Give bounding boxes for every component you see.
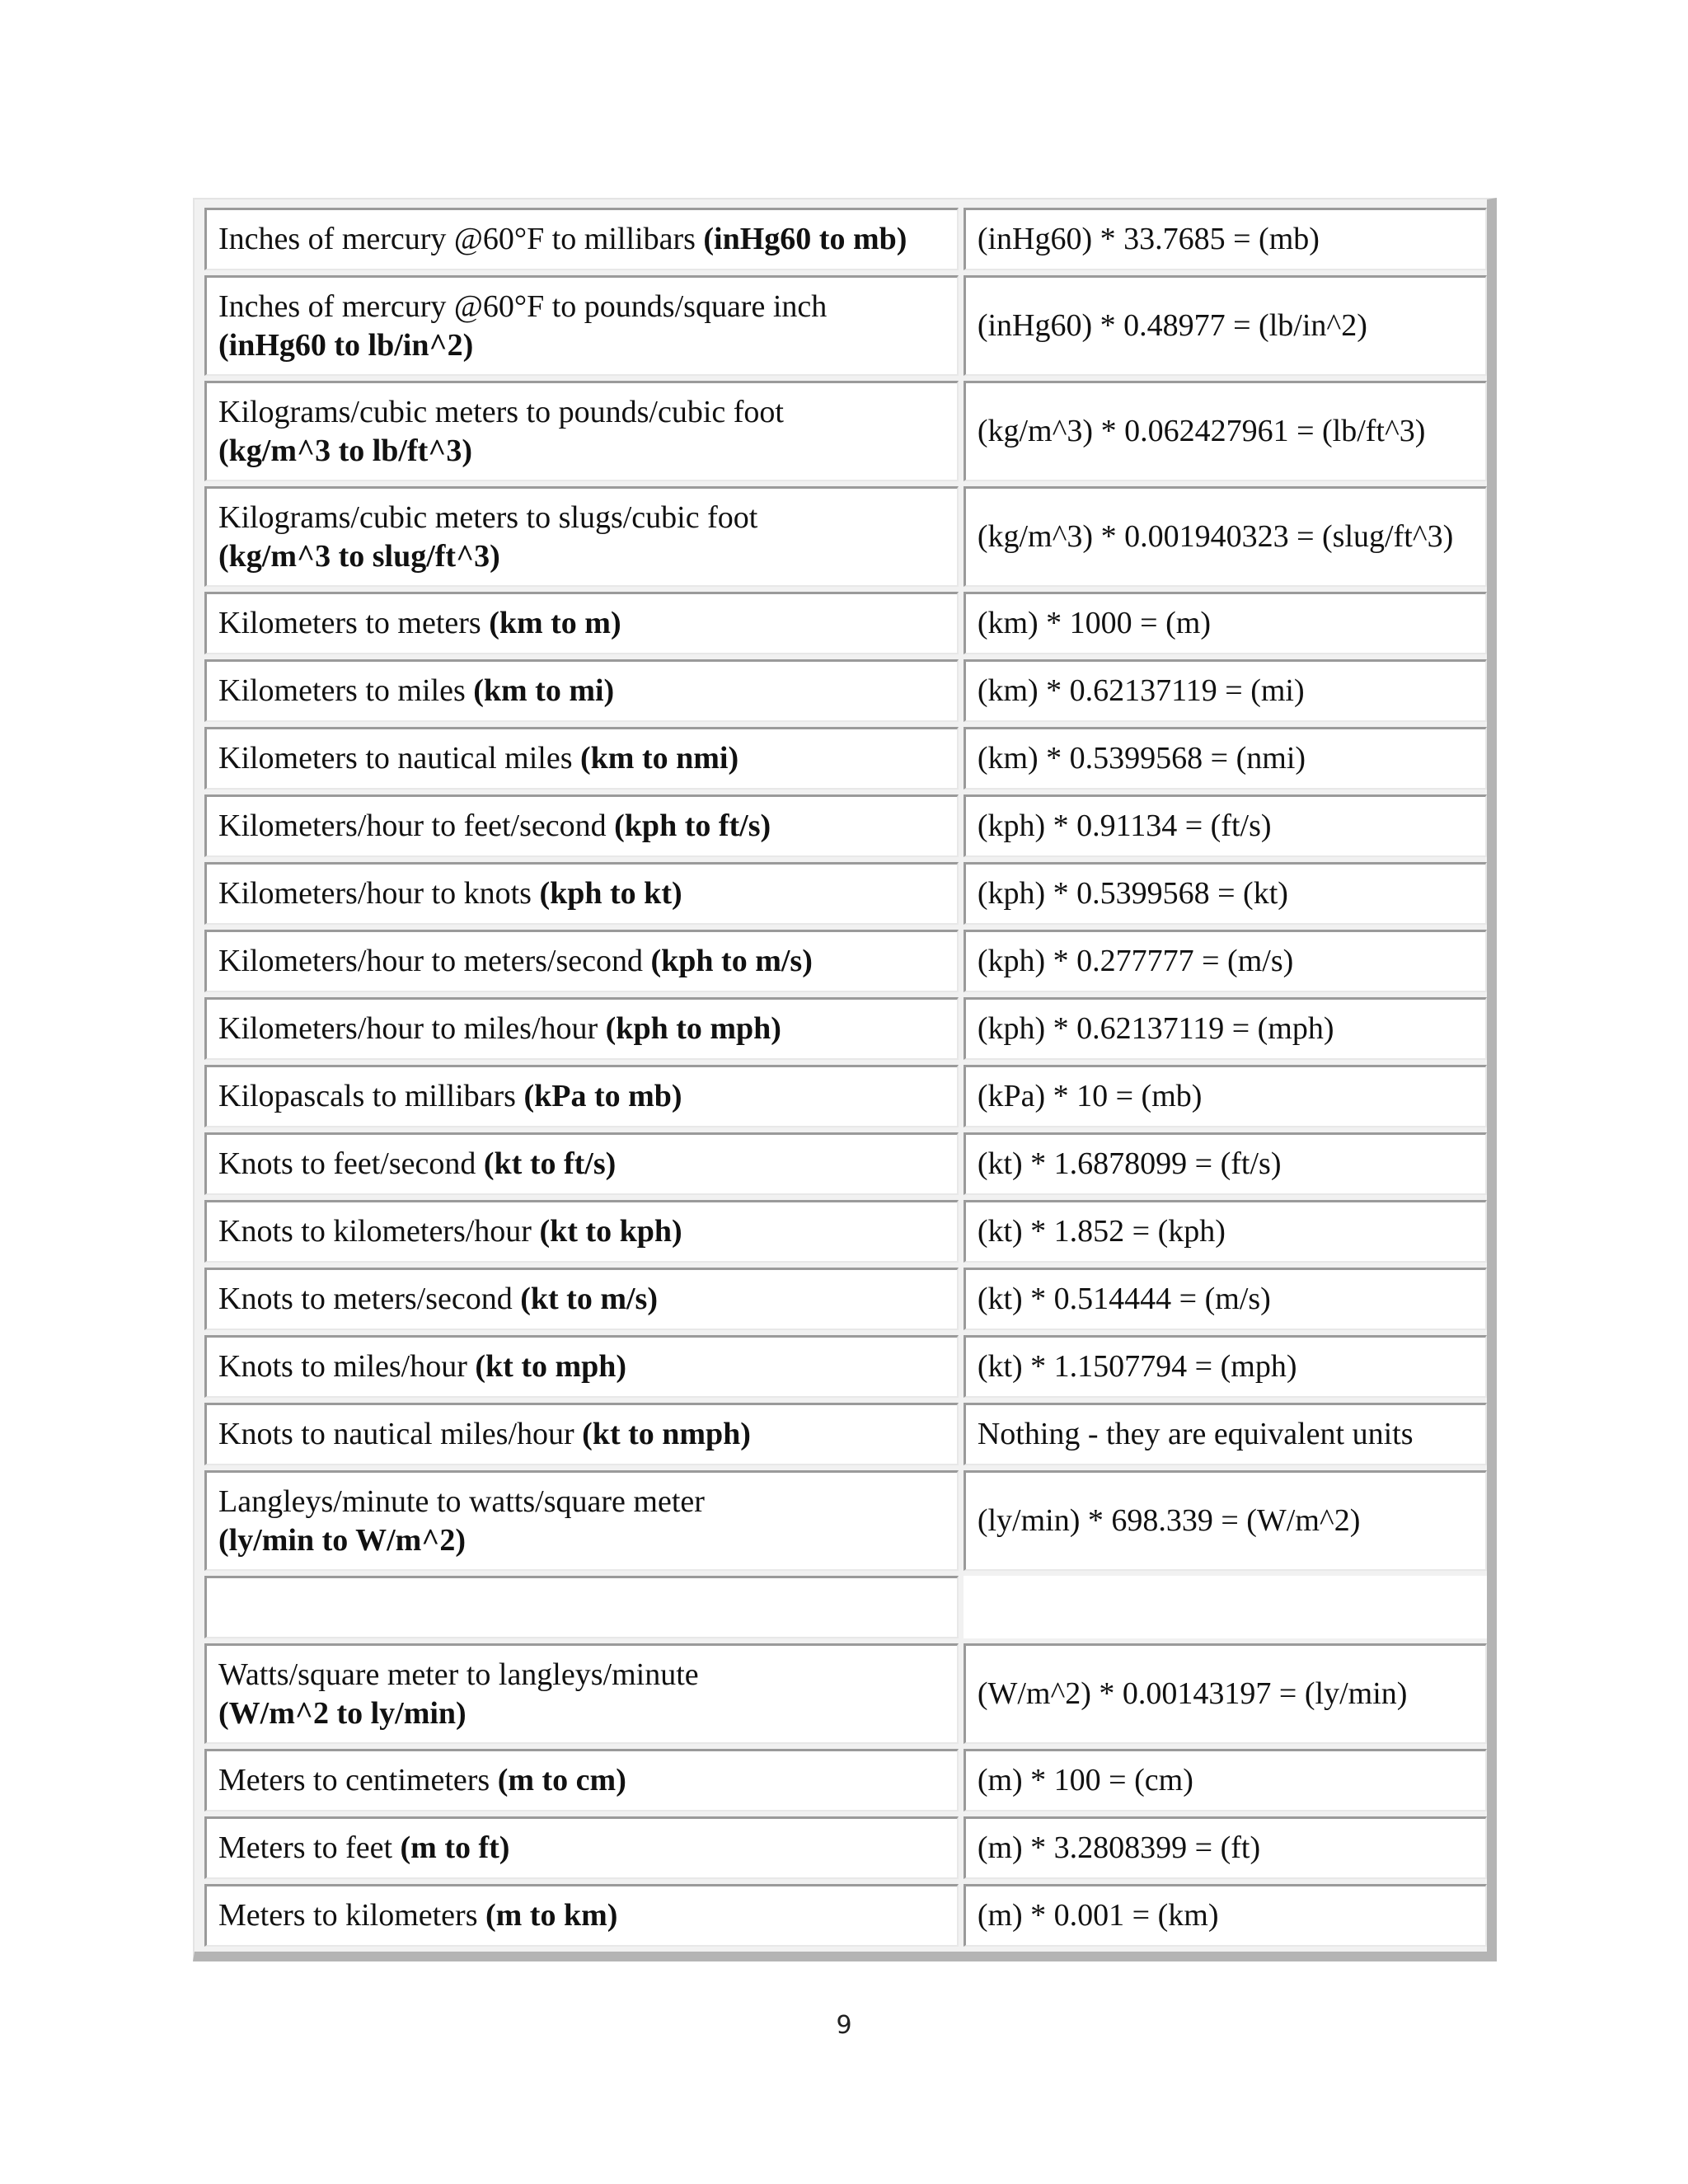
conversion-table: [193, 198, 1497, 1961]
conversion-abbreviation: (kt to ft/s): [483, 1146, 617, 1181]
conversion-formula-cell: [964, 1065, 1487, 1127]
table-row: [204, 381, 1487, 481]
conversion-formula: (kph) * 0.62137119 = (mph): [977, 1011, 1334, 1046]
conversion-formula-cell: [964, 727, 1487, 790]
conversion-label: Meters to kilometers: [218, 1898, 485, 1933]
conversion-abbreviation-line: [218, 432, 945, 471]
conversion-formula: (inHg60) * 0.48977 = (lb/in^2): [977, 308, 1367, 343]
conversion-label: Knots to feet/second: [218, 1146, 484, 1181]
conversion-abbreviation: (W/m^2 to ly/min): [218, 1695, 467, 1731]
conversion-formula: (kph) * 0.5399568 = (kt): [977, 876, 1288, 911]
conversion-abbreviation: (km to nmi): [580, 741, 739, 776]
conversion-name-cell: [204, 794, 959, 857]
conversion-name: [218, 874, 945, 913]
conversion-name-cell: [204, 997, 959, 1060]
conversion-abbreviation: (m to km): [485, 1898, 618, 1933]
conversion-label: Kilograms/cubic meters to slugs/cubic foot: [218, 499, 758, 535]
table-row: [204, 930, 1487, 992]
conversion-label: Knots to kilometers/hour: [218, 1214, 540, 1249]
conversion-formula-cell: [964, 592, 1487, 654]
conversion-name-cell: [204, 1884, 959, 1947]
conversion-abbreviation: (kg/m^3 to lb/ft^3): [218, 433, 473, 468]
conversion-abbreviation: (m to cm): [497, 1763, 626, 1797]
conversion-formula: (m) * 3.2808399 = (ft): [977, 1830, 1261, 1865]
conversion-name: [218, 1347, 945, 1386]
table-row: [204, 1403, 1487, 1465]
conversion-name: [218, 672, 945, 710]
conversion-name-cell: [204, 1200, 959, 1263]
conversion-abbreviation: (kph to ft/s): [614, 808, 771, 843]
table-row: [204, 1576, 1487, 1638]
conversion-name: [218, 1483, 945, 1521]
conversion-formula: Nothing - they are equivalent units: [977, 1417, 1414, 1451]
conversion-formula: (W/m^2) * 0.00143197 = (ly/min): [977, 1676, 1408, 1711]
table-row: [204, 1816, 1487, 1879]
conversion-abbreviation: (kt to m/s): [520, 1282, 658, 1316]
conversion-abbreviation: (kg/m^3 to slug/ft^3): [218, 538, 500, 574]
conversion-name: [218, 288, 945, 326]
conversion-name-cell: [204, 1816, 959, 1879]
table-row: [204, 1749, 1487, 1811]
conversion-abbreviation: (kPa to mb): [523, 1079, 682, 1113]
conversion-label: Kilometers to miles: [218, 673, 474, 708]
conversion-name: [218, 1415, 945, 1454]
conversion-label: Kilometers to nautical miles: [218, 741, 581, 776]
conversion-abbreviation: (inHg60 to lb/in^2): [218, 327, 474, 363]
page-number: 9: [836, 2011, 852, 2040]
table-row: [204, 275, 1487, 376]
conversion-formula-cell: [964, 486, 1487, 587]
table-row: [204, 997, 1487, 1060]
conversion-label: Meters to feet: [218, 1830, 401, 1865]
conversion-formula: (km) * 1000 = (m): [977, 606, 1211, 640]
conversion-label: Kilograms/cubic meters to pounds/cubic foot: [218, 394, 784, 429]
conversion-abbreviation: (kph to m/s): [650, 944, 813, 978]
conversion-name: [218, 1656, 945, 1694]
conversion-name: [218, 1145, 945, 1183]
conversion-label: Kilopascals to millibars: [218, 1079, 524, 1113]
conversion-formula: (ly/min) * 698.339 = (W/m^2): [977, 1503, 1361, 1538]
table-row: [204, 659, 1487, 722]
conversion-formula-cell: [964, 1643, 1487, 1744]
conversion-formula-cell: [964, 997, 1487, 1060]
conversion-name-cell: [204, 727, 959, 790]
conversion-formula-cell: [964, 1816, 1487, 1879]
conversion-abbreviation: (kph to mph): [605, 1011, 781, 1046]
conversion-formula: (m) * 100 = (cm): [977, 1763, 1193, 1797]
conversion-label: Watts/square meter to langleys/minute: [218, 1657, 699, 1692]
conversion-name-cell: [204, 1470, 959, 1571]
conversion-formula-cell: [964, 1268, 1487, 1330]
conversion-formula-cell: [964, 1132, 1487, 1195]
conversion-abbreviation: (km to mi): [473, 673, 615, 708]
conversion-name-cell: [204, 1065, 959, 1127]
conversion-name: [218, 1010, 945, 1048]
conversion-formula: (km) * 0.62137119 = (mi): [977, 673, 1305, 708]
table-row: [204, 1200, 1487, 1263]
conversion-name-cell: [204, 1749, 959, 1811]
conversion-name: [218, 942, 945, 981]
conversion-formula-cell: [964, 1749, 1487, 1811]
table-row: [204, 1268, 1487, 1330]
conversion-label: Knots to nautical miles/hour: [218, 1417, 583, 1451]
table-row: [204, 862, 1487, 925]
conversion-formula-cell: [964, 1200, 1487, 1263]
conversion-abbreviation-line: [218, 537, 945, 576]
conversion-formula-cell: [964, 1403, 1487, 1465]
conversion-abbreviation-line: [218, 1694, 945, 1733]
conversion-formula-cell: [964, 794, 1487, 857]
table-row: [204, 1132, 1487, 1195]
table-row: [204, 1884, 1487, 1947]
conversion-formula-cell: [964, 275, 1487, 376]
conversion-label: Kilometers/hour to knots: [218, 876, 540, 911]
conversion-formula-cell: [964, 1576, 1487, 1638]
conversion-name-cell: [204, 275, 959, 376]
conversion-name: [218, 1829, 945, 1868]
conversion-name-cell: [204, 208, 959, 270]
conversion-abbreviation-line: [218, 326, 945, 365]
conversion-label: Knots to meters/second: [218, 1282, 521, 1316]
conversion-abbreviation: (inHg60 to mb): [703, 222, 907, 256]
conversion-formula-cell: [964, 381, 1487, 481]
conversion-label: Kilometers/hour to meters/second: [218, 944, 651, 978]
conversion-label: Kilometers/hour to miles/hour: [218, 1011, 606, 1046]
conversion-label: Knots to miles/hour: [218, 1349, 476, 1384]
conversion-name-cell: [204, 486, 959, 587]
conversion-formula-cell: [964, 1470, 1487, 1571]
table-row: [204, 1335, 1487, 1398]
conversion-formula-cell: [964, 208, 1487, 270]
table-row: [204, 1643, 1487, 1744]
conversion-name: [218, 604, 945, 643]
table-row: [204, 208, 1487, 270]
conversion-label: Langleys/minute to watts/square meter: [218, 1483, 705, 1519]
conversion-name-cell: [204, 659, 959, 722]
table-row: [204, 592, 1487, 654]
conversion-name: [218, 1077, 945, 1116]
conversion-formula: (inHg60) * 33.7685 = (mb): [977, 222, 1320, 256]
conversion-name: [218, 1212, 945, 1251]
conversion-name: [218, 393, 945, 432]
conversion-name-cell: [204, 930, 959, 992]
conversion-label: Inches of mercury @60°F to millibars: [218, 222, 704, 256]
conversion-formula-cell: [964, 659, 1487, 722]
conversion-name-cell: [204, 1403, 959, 1465]
conversion-formula-cell: [964, 1335, 1487, 1398]
conversion-formula: (kt) * 1.852 = (kph): [977, 1214, 1226, 1249]
table-body: [204, 208, 1487, 1947]
conversion-name: [218, 807, 945, 846]
conversion-name-cell: [204, 1576, 959, 1638]
conversion-abbreviation: (ly/min to W/m^2): [218, 1522, 467, 1558]
conversion-name: [218, 739, 945, 778]
conversion-abbreviation: (m to ft): [400, 1830, 510, 1865]
conversion-formula: (kt) * 1.6878099 = (ft/s): [977, 1146, 1282, 1181]
table-row: [204, 1470, 1487, 1571]
table-row: [204, 486, 1487, 587]
conversion-name: [218, 1896, 945, 1935]
conversion-label: Meters to centimeters: [218, 1763, 498, 1797]
conversion-name: [218, 220, 945, 259]
conversion-formula: (kph) * 0.91134 = (ft/s): [977, 808, 1272, 843]
conversion-name-cell: [204, 381, 959, 481]
conversion-name-cell: [204, 1132, 959, 1195]
conversion-label: Inches of mercury @60°F to pounds/square inch: [218, 288, 828, 324]
conversion-abbreviation-line: [218, 1521, 945, 1560]
conversion-formula: (kg/m^3) * 0.001940323 = (slug/ft^3): [977, 519, 1454, 554]
conversion-name: [218, 1280, 945, 1319]
conversion-label: Kilometers/hour to feet/second: [218, 808, 615, 843]
table-row: [204, 727, 1487, 790]
conversion-formula: (km) * 0.5399568 = (nmi): [977, 741, 1306, 776]
conversion-name-cell: [204, 592, 959, 654]
conversion-formula-cell: [964, 862, 1487, 925]
conversion-formula: (kt) * 1.1507794 = (mph): [977, 1349, 1297, 1384]
conversion-formula: (kt) * 0.514444 = (m/s): [977, 1282, 1271, 1316]
conversion-name-cell: [204, 862, 959, 925]
conversion-name-cell: [204, 1643, 959, 1744]
conversion-formula-cell: [964, 930, 1487, 992]
conversion-label: Kilometers to meters: [218, 606, 490, 640]
conversion-abbreviation: (km to m): [489, 606, 621, 640]
conversion-abbreviation: (kt to kph): [539, 1214, 682, 1249]
conversion-name-cell: [204, 1268, 959, 1330]
conversion-abbreviation: (kph to kt): [539, 876, 682, 911]
conversion-name: [218, 499, 945, 537]
table-row: [204, 794, 1487, 857]
conversion-formula: (kg/m^3) * 0.062427961 = (lb/ft^3): [977, 414, 1426, 448]
conversion-abbreviation: (kt to mph): [475, 1349, 627, 1384]
conversion-name: [218, 1761, 945, 1800]
conversion-formula-cell: [964, 1884, 1487, 1947]
conversion-formula: (kph) * 0.277777 = (m/s): [977, 944, 1294, 978]
conversion-name-cell: [204, 1335, 959, 1398]
table-row: [204, 1065, 1487, 1127]
conversion-formula: (m) * 0.001 = (km): [977, 1898, 1219, 1933]
conversion-formula: (kPa) * 10 = (mb): [977, 1079, 1203, 1113]
conversion-abbreviation: (kt to nmph): [582, 1417, 751, 1451]
